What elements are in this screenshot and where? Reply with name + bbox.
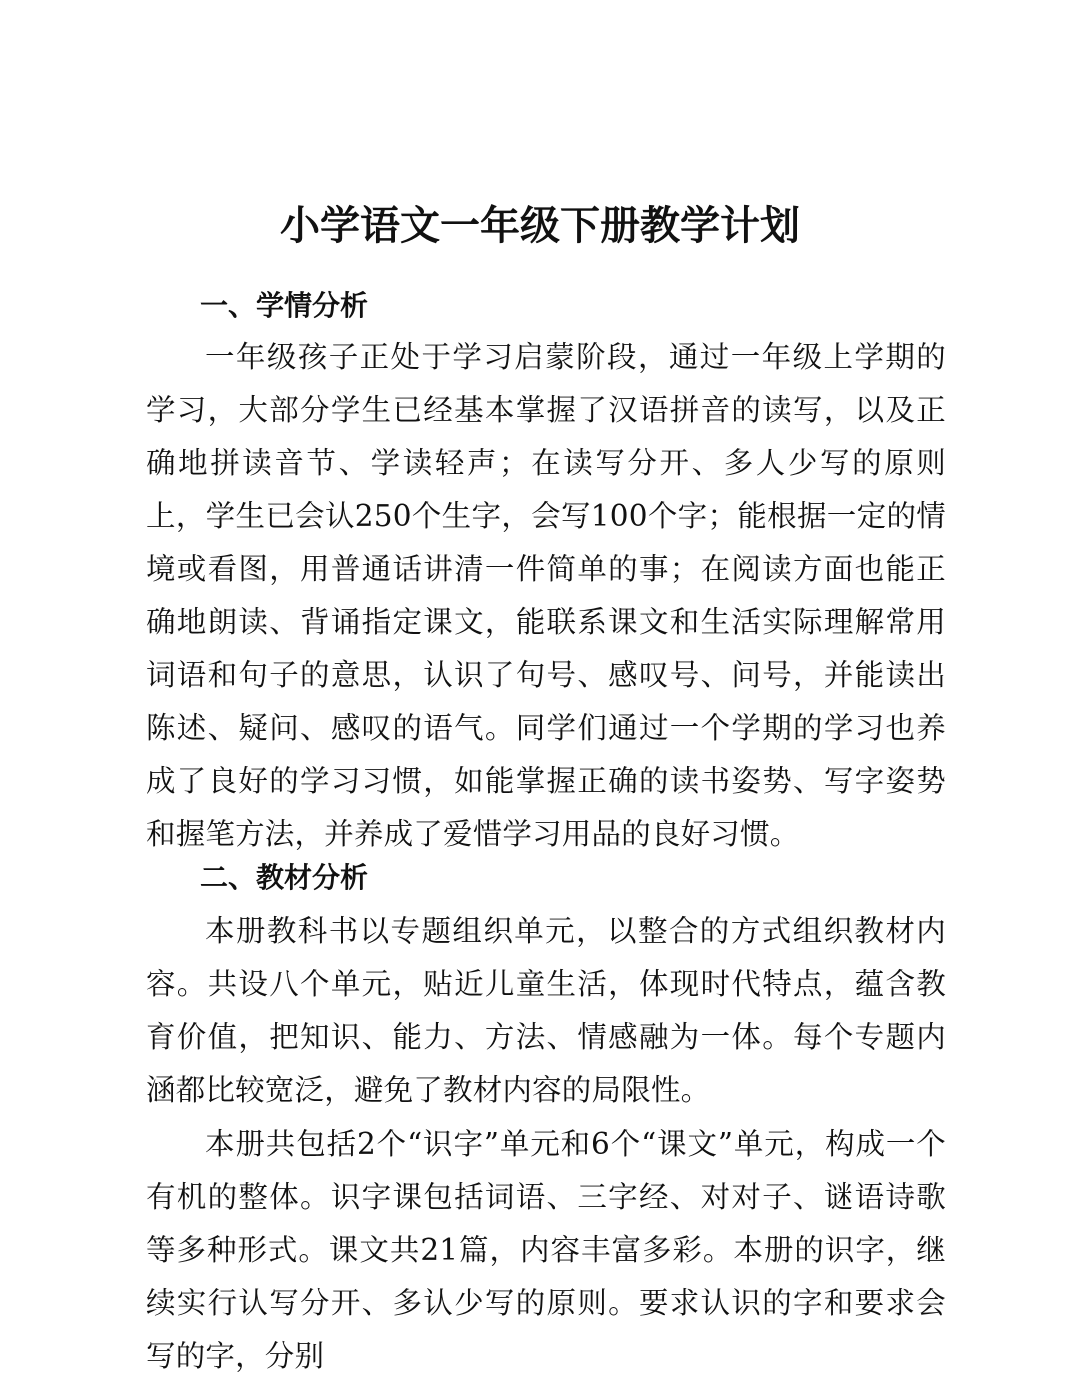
section-heading-learning-analysis: 一、学情分析: [200, 289, 369, 322]
paragraph-textbook-units: 本册共包括2个“识字”单元和6个“课文”单元，构成一个有机的整体。识字课包括词语、三字经、对对子、谜语诗歌等多种形式。课文共21篇，内容丰富多彩。本册的识字，继续实行认写分开、多认少写的原则。要求认识的字和要求会写的字，分别: [146, 1127, 946, 1373]
paragraph-textbook-overview: 本册教科书以专题组织单元，以整合的方式组织教材内容。共设八个单元，贴近儿童生活，体现时代特点，蕴含教育价值，把知识、能力、方法、情感融为一体。每个专题内涵都比较宽泛，避免了教材内容的局限性。: [146, 914, 946, 1107]
section-heading-textbook-analysis: 二、教材分析: [200, 861, 369, 894]
document-title: 小学语文一年级下册教学计划: [280, 203, 800, 249]
paragraph-learning-analysis: 一年级孩子正处于学习启蒙阶段，通过一年级上学期的学习，大部分学生已经基本掌握了汉语拼音的读写，以及正确地拼读音节、学读轻声；在读写分开、多人少写的原则上，学生已会认250个生字，会写100个字；能根据一定的情境或看图，用普通话讲清一件简单的事；在阅读方面也能正确地朗读、背诵指定课文，能联系课文和生活实际理解常用词语和句子的意思，认识了句号、感叹号、问号，并能读出陈述、疑问、感叹的语气。同学们通过一个学期的学习也养成了良好的学习习惯，如能掌握正确的读书姿势、写字姿势和握笔方法，并养成了爱惜学习用品的良好习惯。: [146, 340, 946, 851]
